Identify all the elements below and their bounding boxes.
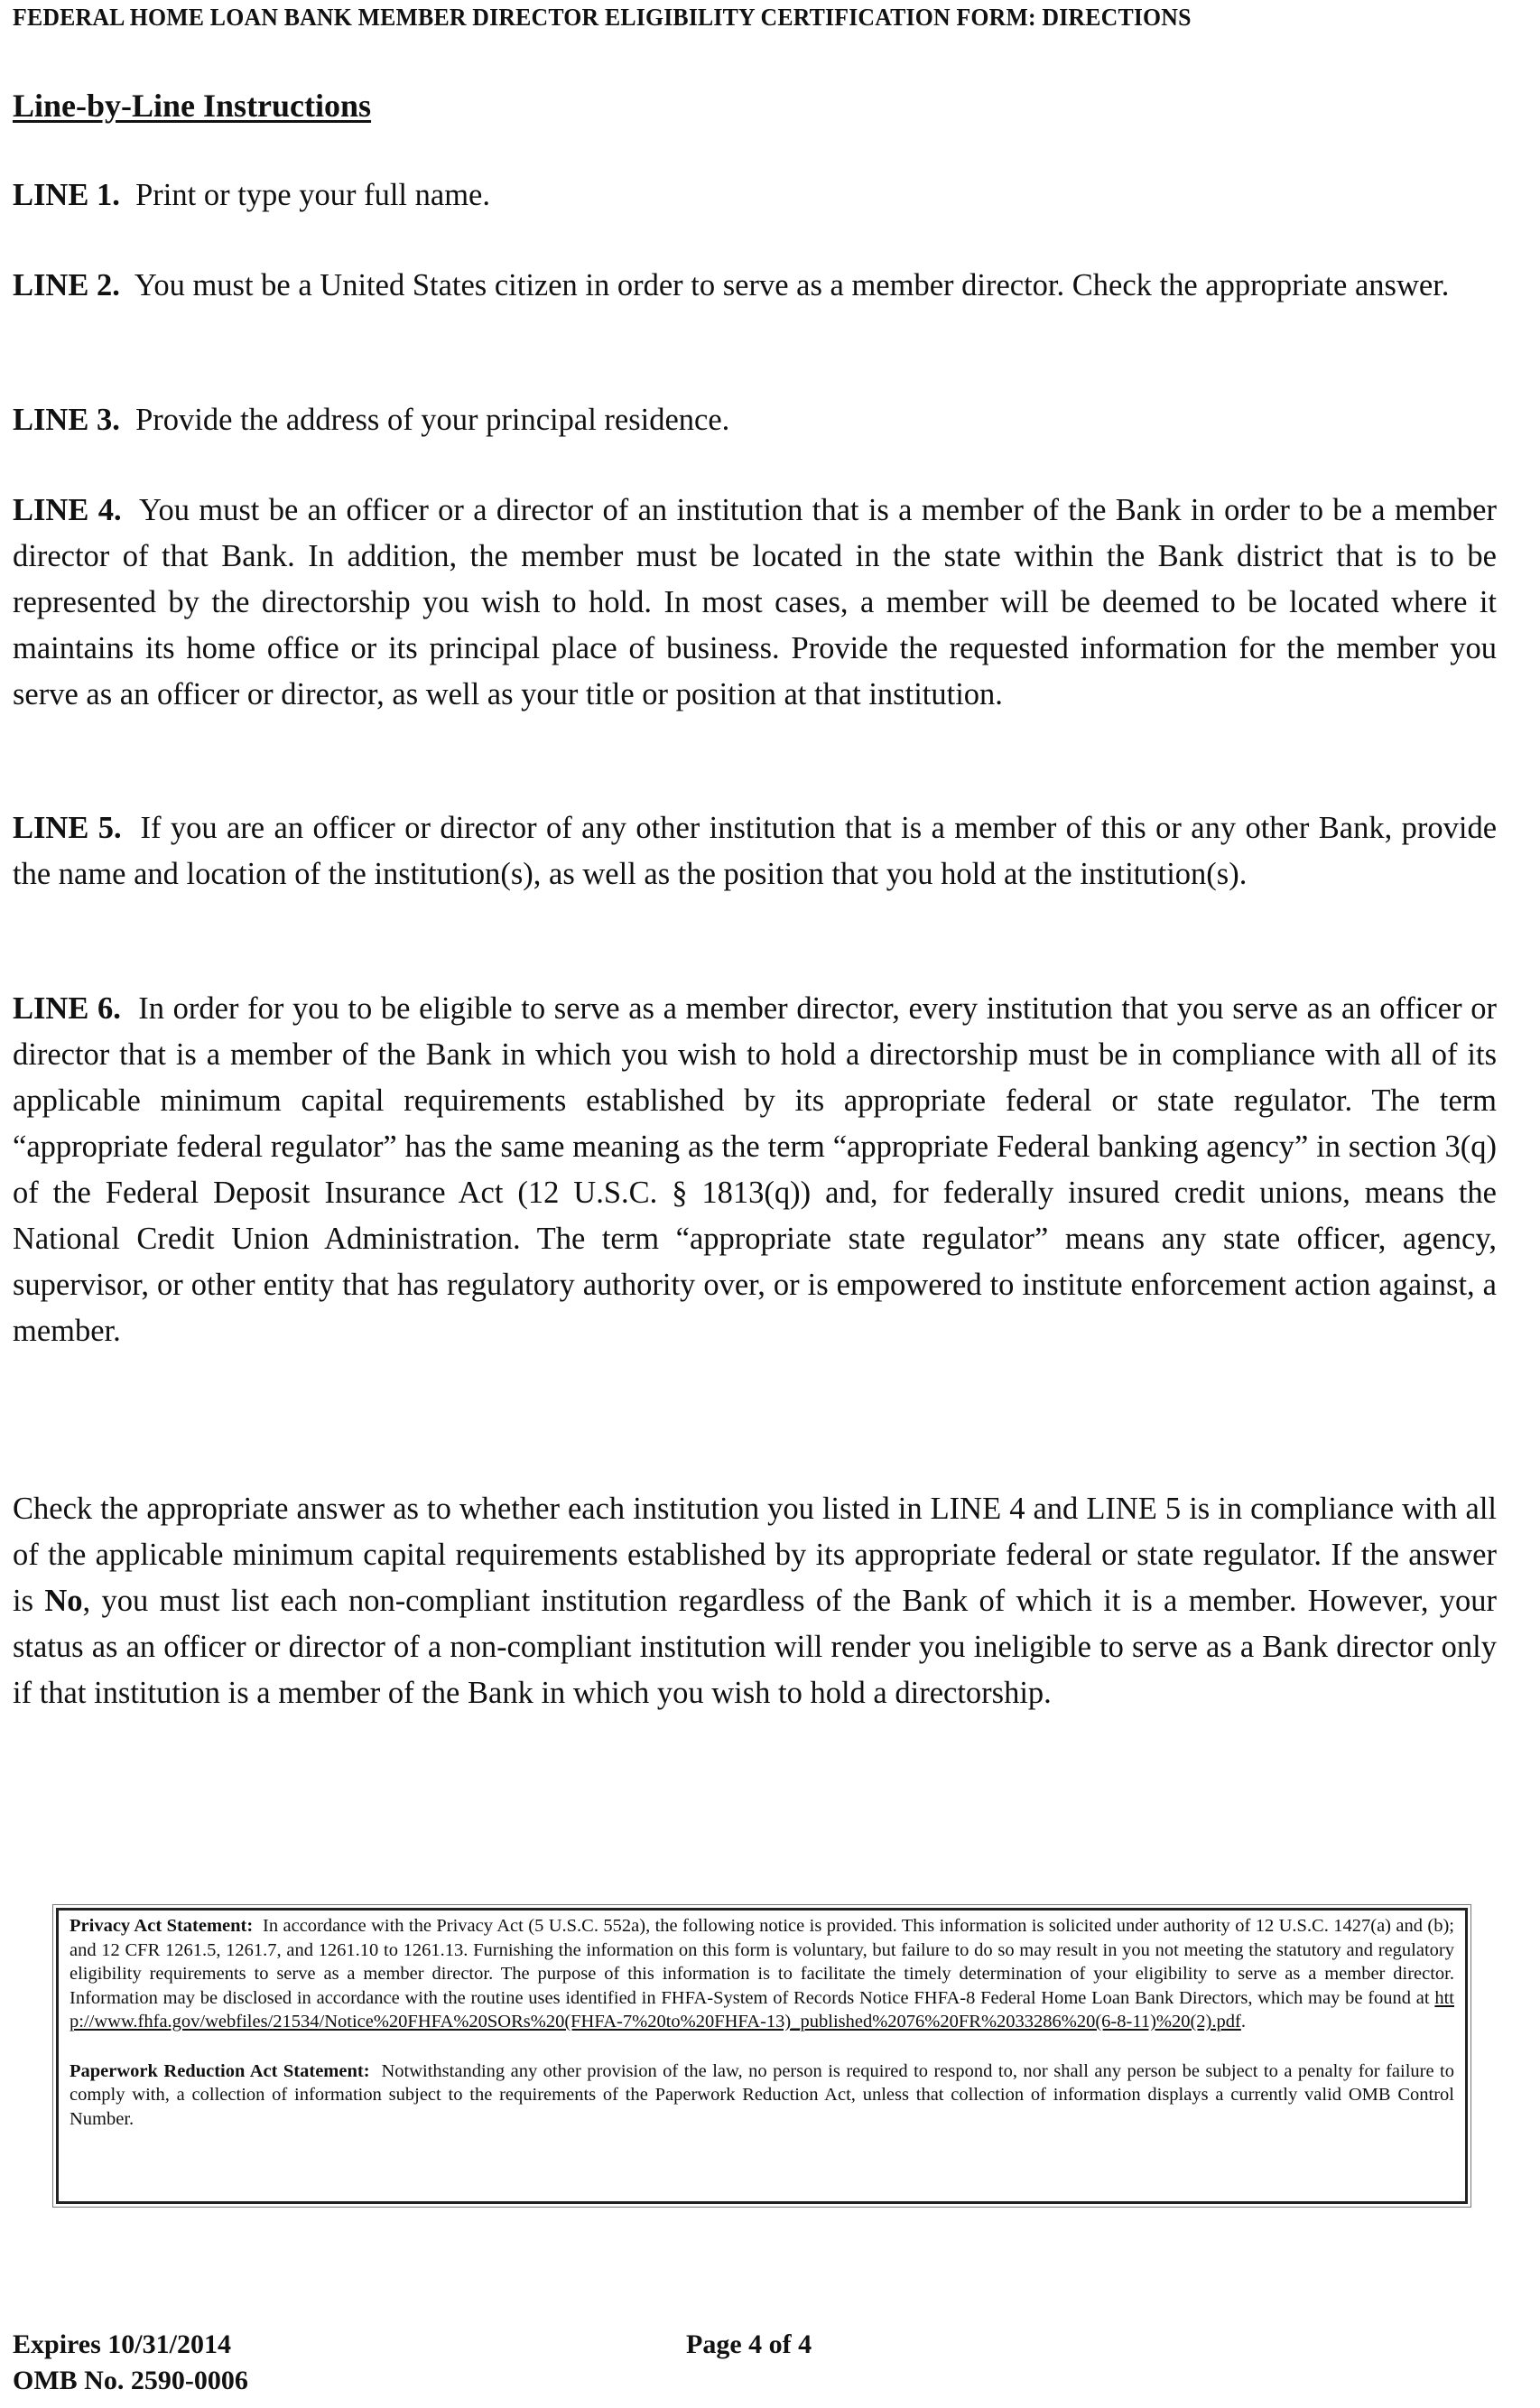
expiration-date: Expires 10/31/2014 bbox=[13, 2329, 231, 2359]
line-1-instruction bbox=[13, 172, 1497, 218]
privacy-act-statement bbox=[70, 1914, 1454, 2034]
compliance-text-after: , you must list each non-compliant institution regardless of the Bank of which it is a member. However, your status as an officer or director of a non-compliant institution will render you ineligible to serve as a Bank director only if that institution is a member of the Bank in which you wish to hold a directorship. bbox=[13, 1584, 1498, 1710]
line-4-text: You must be an officer or a director of an institution that is a member of the Bank in order to be a member director of that Bank. In addition, the member must be located in the state within the Bank district that is to be represented by the directorship you wish to hold. In most cases, a member will be deemed to be located where it maintains its home office or its principal place of business. Provide the requested information for the member you serve as an officer or director, as well as your title or position at that institution. bbox=[13, 493, 1497, 711]
line-2-label: LINE 2. bbox=[13, 268, 120, 302]
compliance-text-before: Check the appropriate answer as to whether each institution you listed in LINE 4 and LINE 5 is in compliance with all of the applicable minimum capital requirements established by its appropriate federal or state regulator. If the answer is bbox=[13, 1492, 1497, 1618]
line-4-label: LINE 4. bbox=[13, 493, 122, 527]
line-5-text: If you are an officer or director of any other institution that is a member of this or any other Bank, provide the name and location of the institution(s), as well as the position that you hold at the institution(s). bbox=[13, 811, 1498, 891]
privacy-act-text: In accordance with the Privacy Act (5 U.S.C. 552a), the following notice is provided. This information is solicited under authority of 12 U.S.C. 1427(a) and (b); and 12 CFR 1261.5, 1261.7, and 1261.10 to 1261.13. Furnishing the information on this form is voluntary, but failure to do so may result in you not meeting the statutory and regulatory eligibility requirements to serve as a member director. The purpose of this information is to facilitate the timely determination of your eligibility to serve as a member director. Information may be disclosed in accordance with the routine uses identified in FHFA-System of Records Notice FHFA-8 Federal Home Loan Bank Directors, which may be found at bbox=[70, 1916, 1455, 2008]
page-number: Page 4 of 4 bbox=[686, 2329, 812, 2359]
privacy-act-label: Privacy Act Statement: bbox=[70, 1916, 254, 1936]
line-3-label: LINE 3. bbox=[13, 403, 120, 437]
paperwork-act-label: Paperwork Reduction Act Statement: bbox=[70, 2060, 370, 2081]
privacy-act-link[interactable]: http://www.fhfa.gov/webfiles/21534/Notice%20FHFA%20SORs%20(FHFA-7%20to%20FHFA-13)_published%2076%20FR%2033286%20(6-8-11)%20(2).pdf bbox=[70, 1987, 1455, 2031]
statements-box bbox=[56, 1908, 1468, 2204]
line-6-label: LINE 6. bbox=[13, 991, 121, 1026]
line-4-instruction bbox=[13, 488, 1497, 718]
line-1-label: LINE 1. bbox=[13, 178, 120, 212]
paperwork-act-statement bbox=[70, 2059, 1454, 2132]
line-3-instruction bbox=[13, 397, 1497, 443]
section-heading: Line-by-Line Instructions bbox=[13, 88, 372, 124]
line-6-text: In order for you to be eligible to serve as a member director, every institution that you serve as an officer or director that is a member of the Bank in which you wish to hold a directorship must be in compliance with all of its applicable minimum capital requirements established by its appropriate federal or state regulator. The term “appropriate federal regulator” has the same meaning as the term “appropriate Federal banking agency” in section 3(q) of the Federal Deposit Insurance Act (12 U.S.C. § 1813(q)) and, for federally insured credit unions, means the National Credit Union Administration. The term “appropriate state regulator” means any state officer, agency, supervisor, or other entity that has regulatory authority over, or is empowered to institute enforcement action against, a member. bbox=[13, 991, 1497, 1348]
line-3-text: Provide the address of your principal residence. bbox=[135, 403, 730, 437]
document-title: FEDERAL HOME LOAN BANK MEMBER DIRECTOR ELIGIBILITY CERTIFICATION FORM: DIRECTIONS bbox=[13, 4, 1192, 31]
line-5-instruction bbox=[13, 805, 1497, 897]
line-1-text: Print or type your full name. bbox=[135, 178, 490, 212]
line-2-instruction bbox=[13, 263, 1497, 309]
paperwork-act-text: Notwithstanding any other provision of the law, no person is required to respond to, nor shall any person be subject to a penalty for failure to comply with, a collection of information subject to the requirements of the Paperwork Reduction Act, unless that collection of information displays a currently valid OMB Control Number. bbox=[70, 2060, 1454, 2129]
line-6-instruction bbox=[13, 986, 1497, 1354]
compliance-paragraph bbox=[13, 1486, 1497, 1716]
footer-expiry-block bbox=[13, 2327, 248, 2399]
line-5-label: LINE 5. bbox=[13, 811, 122, 845]
line-2-text: You must be a United States citizen in order to serve as a member director. Check the appropriate answer. bbox=[134, 268, 1450, 302]
omb-number: OMB No. 2590-0006 bbox=[13, 2366, 248, 2395]
compliance-emphasis: No bbox=[44, 1584, 83, 1618]
privacy-act-end: . bbox=[1240, 2012, 1246, 2031]
